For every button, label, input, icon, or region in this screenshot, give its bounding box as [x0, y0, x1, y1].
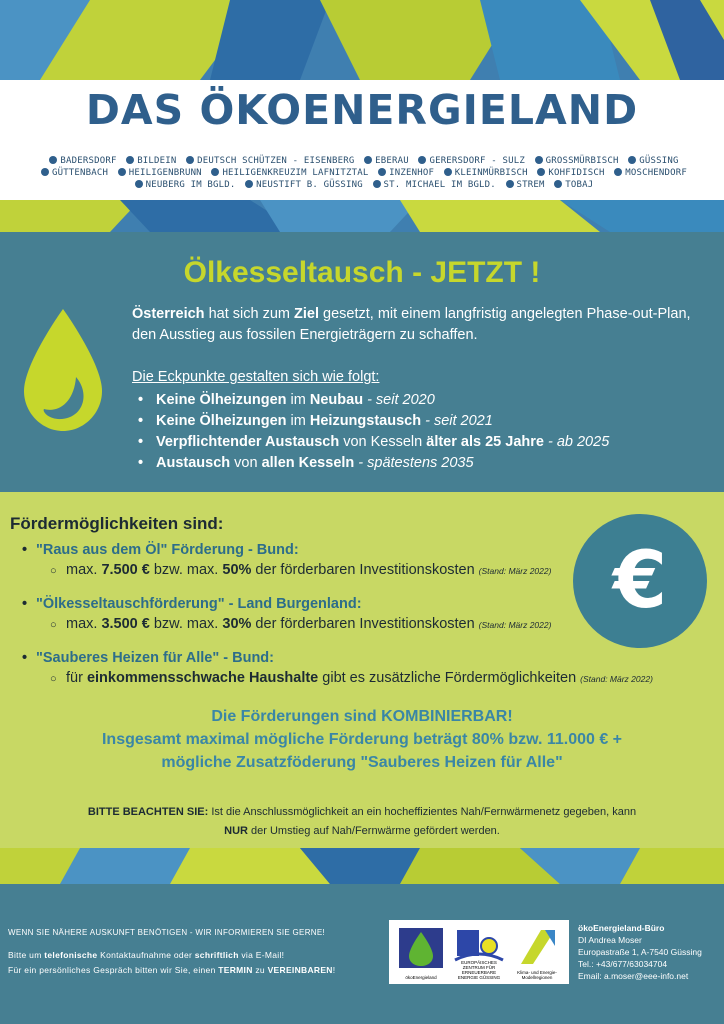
list-item [138, 390, 609, 411]
info-bold: schriftlich [194, 950, 239, 960]
bullet-dot-icon [506, 180, 514, 188]
contact-phone[interactable]: Tel.: +43/677/63034704 [578, 959, 668, 969]
contact-email[interactable]: Email: a.moser@eee-info.net [578, 971, 689, 981]
point-text: im [286, 413, 310, 429]
point-bold: älter als 25 Jahre [426, 434, 544, 450]
point-text: von Kesseln [339, 434, 427, 450]
detail-text: der förderbaren Investitionskosten [251, 616, 475, 632]
point-bold: Verpflichtender Austausch [156, 434, 340, 450]
funding-title: Fördermöglichkeiten sind: [10, 514, 224, 533]
detail-bold: einkommensschwache Haushalte [86, 670, 319, 686]
point-date: - seit 2020 [363, 392, 435, 408]
village-item [241, 180, 363, 190]
detail-text: max. [66, 562, 102, 578]
contact-org: ökoEnergieland-Büro [578, 923, 665, 933]
contact-name: DI Andrea Moser [578, 935, 642, 945]
detail-stand: (Stand: März 2022) [478, 566, 552, 576]
logo-label: EUROPÄISCHES ZENTRUM FÜR ERNEUERBARE ENERGIE GÜSSING [457, 960, 501, 980]
village-item [122, 156, 176, 166]
bullet-dot-icon [49, 156, 57, 164]
village-name: STREM [516, 180, 545, 190]
village-item [610, 168, 687, 178]
village-name: GÜTTENBACH [51, 168, 109, 178]
village-item [207, 168, 368, 178]
village-item [533, 168, 604, 178]
detail-text: für [66, 670, 87, 686]
village-item [624, 156, 678, 166]
point-date: - seit 2021 [421, 413, 493, 429]
funding-item-sauberes-heizen [22, 650, 653, 686]
eee-logo [453, 924, 505, 980]
oekoenergieland-logo [395, 924, 447, 980]
village-name: DEUTSCH SCHÜTZEN - EISENBERG [197, 156, 355, 166]
detail-stand: (Stand: März 2022) [580, 674, 653, 684]
funding-detail [50, 670, 653, 686]
point-bold: Keine Ölheizungen [156, 392, 287, 408]
village-item [440, 168, 528, 178]
bullet-dot-icon [535, 156, 543, 164]
intro-text-part: hat sich zum [204, 306, 294, 322]
village-item [369, 180, 496, 190]
info-text [8, 948, 335, 978]
village-name: GERERSDORF - SULZ [429, 156, 525, 166]
combine-line: Insgesamt maximal mögliche Förderung beträgt 80% bzw. 11.000 € + [101, 731, 623, 748]
village-item [131, 180, 236, 190]
village-name: KOHFIDISCH [548, 168, 605, 178]
village-name: BILDEIN [137, 156, 177, 166]
village-name: HEILIGENBRUNN [128, 168, 202, 178]
village-list [20, 155, 704, 191]
funding-name: • "Raus aus dem Öl" Förderung - Bund: [22, 542, 551, 558]
bullet-dot-icon [628, 156, 636, 164]
info-part: ! [332, 965, 336, 975]
funding-detail [50, 562, 551, 578]
intro-text [132, 304, 692, 346]
bullet-dot-icon [554, 180, 562, 188]
headline: Ölkesseltausch - JETZT ! [183, 256, 541, 289]
detail-percent: 30% [222, 616, 252, 632]
detail-text: der förderbaren Investitionskosten [251, 562, 475, 578]
footer-decoration [0, 848, 724, 884]
funding-detail [50, 616, 551, 632]
funding-name: • "Ölkesseltauschförderung" - Land Burgenland: [22, 596, 551, 612]
detail-amount: 7.500 € [101, 562, 150, 578]
detail-text: bzw. max. [149, 562, 223, 578]
note-text: der Umstieg auf Nah/Fernwärme gefördert werden. [247, 825, 500, 837]
village-item [114, 168, 202, 178]
kem-logo [511, 924, 563, 980]
intro-bold-goal: Ziel [294, 306, 319, 322]
bullet-dot-icon [126, 156, 134, 164]
district-heating-note [40, 803, 684, 841]
village-item [360, 156, 409, 166]
note-bold: BITTE BEACHTEN SIE: [87, 806, 209, 818]
euro-icon: € [573, 514, 707, 648]
village-name: INZENHOF [389, 168, 435, 178]
funding-item-bund [22, 542, 551, 578]
info-part: zu [252, 965, 268, 975]
village-name: HEILIGENKREUZIM LAFNITZTAL [222, 168, 369, 178]
village-item [45, 156, 116, 166]
combine-line: Die Förderungen sind KOMBINIERBAR! [211, 708, 513, 725]
village-item [37, 168, 108, 178]
partner-logos [389, 920, 569, 984]
detail-text: bzw. max. [149, 616, 223, 632]
village-name: EBERAU [375, 156, 409, 166]
detail-percent: 50% [222, 562, 252, 578]
village-item [414, 156, 525, 166]
village-name: MOSCHENDORF [625, 168, 688, 178]
point-text: von [230, 455, 262, 471]
bullet-dot-icon [373, 180, 381, 188]
info-bold: telefonische [44, 950, 98, 960]
point-date: - ab 2025 [543, 434, 610, 450]
info-bold: VEREINBAREN [267, 965, 333, 975]
bullet-dot-icon [135, 180, 143, 188]
points-title: Die Eckpunkte gestalten sich wie folgt: [132, 369, 380, 385]
bullet-dot-icon [41, 168, 49, 176]
point-bold: Heizungstausch [309, 413, 422, 429]
info-part: Kontaktaufnahme oder [97, 950, 195, 960]
contact-block [578, 922, 702, 982]
intro-bold-austria: Österreich [132, 306, 205, 322]
village-name: NEUBERG IM BGLD. [145, 180, 236, 190]
village-name: NEUSTIFT B. GÜSSING [256, 180, 363, 190]
info-bold: TERMIN [218, 965, 253, 975]
contact-address: Europastraße 1, A-7540 Güssing [578, 947, 702, 957]
note-text: Ist die Anschlussmöglichkeit an ein hocheffizientes Nah/Fernwärmenetz gegeben, kann [208, 806, 637, 818]
detail-amount: 3.500 € [101, 616, 150, 632]
village-name: GROSSMÜRBISCH [545, 156, 619, 166]
bullet-dot-icon [245, 180, 253, 188]
funding-item-burgenland [22, 596, 551, 632]
point-bold: Neubau [309, 392, 364, 408]
bullet-dot-icon [364, 156, 372, 164]
bullet-dot-icon [118, 168, 126, 176]
village-name: KLEINMÜRBISCH [454, 168, 528, 178]
point-bold: allen Kesseln [261, 455, 355, 471]
point-date: - spätestens 2035 [354, 455, 474, 471]
bullet-dot-icon [211, 168, 219, 176]
detail-stand: (Stand: März 2022) [478, 620, 552, 630]
bullet-dot-icon [444, 168, 452, 176]
point-bold: Keine Ölheizungen [156, 413, 287, 429]
village-item [502, 180, 545, 190]
bullet-dot-icon [537, 168, 545, 176]
village-name: TOBAJ [565, 180, 594, 190]
logo-label: Klima- und Energie-Modellregionen [517, 970, 557, 980]
info-heading: WENN SIE NÄHERE AUSKUNFT BENÖTIGEN - WIR INFORMIEREN SIE GERNE! [8, 928, 326, 937]
detail-text: gibt es zusätzliche Fördermöglichkeiten [318, 670, 577, 686]
village-item [182, 156, 354, 166]
list-item [138, 411, 609, 432]
village-name: BADERSDORF [60, 156, 117, 166]
list-item [138, 453, 609, 474]
point-text: im [286, 392, 310, 408]
combine-line: mögliche Zusatzföderung "Sauberes Heizen für Alle" [161, 754, 563, 771]
intro-text-part: gesetzt, mit einem langfristig angelegten Phase-out-Plan, den Ausstieg aus fossilen Energieträgern zu schaffen. [132, 306, 691, 343]
logo-label: ökoEnergieland [405, 975, 437, 980]
info-part: Bitte um [8, 950, 45, 960]
village-item [374, 168, 434, 178]
bullet-dot-icon [378, 168, 386, 176]
detail-text: max. [66, 616, 102, 632]
info-part: Für ein persönliches Gespräch bitten wir Sie, einen [8, 965, 219, 975]
village-item [531, 156, 619, 166]
funding-name: • "Sauberes Heizen für Alle" - Bund: [22, 650, 653, 666]
oil-drop-icon [18, 305, 108, 435]
bullet-dot-icon [418, 156, 426, 164]
list-item [138, 432, 609, 453]
village-item [550, 180, 593, 190]
point-bold: Austausch [156, 455, 231, 471]
bullet-dot-icon [186, 156, 194, 164]
village-name: ST. MICHAEL IM BGLD. [383, 180, 496, 190]
bullet-dot-icon [614, 168, 622, 176]
note-bold: NUR [224, 825, 248, 837]
info-part: via E-Mail! [238, 950, 285, 960]
village-name: GÜSSING [639, 156, 679, 166]
key-points-list [138, 390, 609, 474]
combination-notice [60, 705, 664, 774]
page-title: DAS ÖKOENERGIELAND [85, 86, 639, 134]
